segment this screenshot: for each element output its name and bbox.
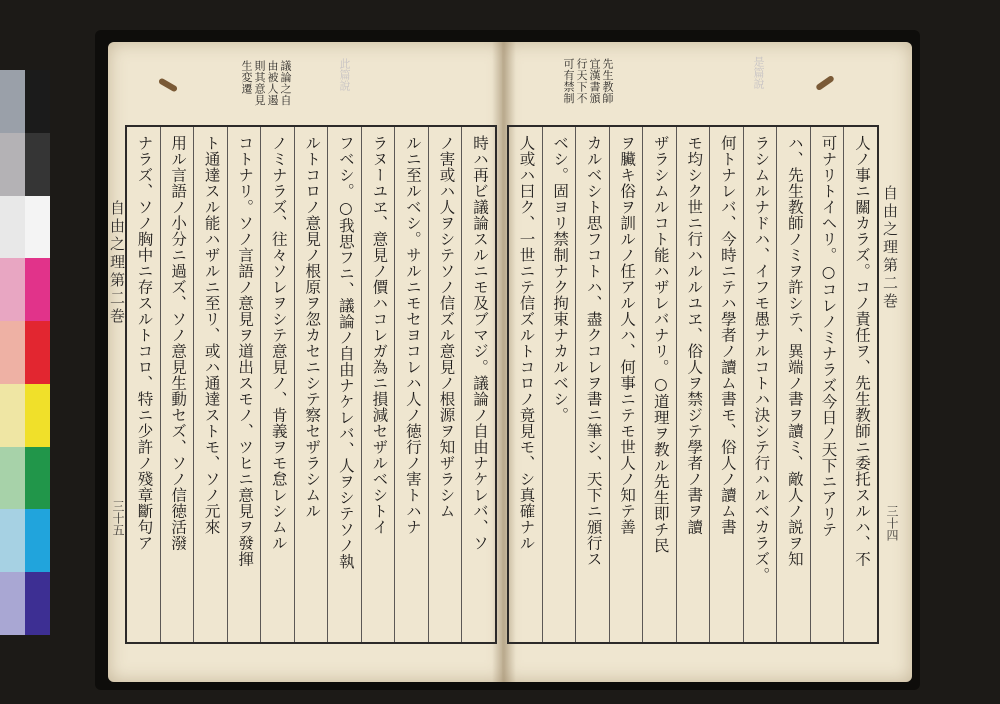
bleed-through-text: 此篇說 [338, 58, 351, 91]
text-column: ザラシムルコト能ハザレバナリ。○道理ヲ教ル先生即チ民 [642, 127, 676, 642]
left-page-number: 三十五 [111, 500, 125, 536]
left-text-frame [125, 125, 497, 644]
text-column: ベシ。固ヨリ禁制ナク拘束ナカルベシ。 [542, 127, 576, 642]
right-page-number: 三十四 [885, 505, 899, 541]
color-calibration-card [0, 70, 50, 635]
text-column: 何トナレバ、今時ニテハ學者ノ讀ム書モ、俗人ノ讀ム書 [709, 127, 743, 642]
text-column: ヲ臟キ俗ヲ訓ルノ任アル人ハ、何事ニテモ世人ノ知テ善 [609, 127, 643, 642]
text-column: ト通達スル能ハザルニ至リ、或ハ通達ストモ、ソノ元來 [193, 127, 227, 642]
text-column: フベシ。○我思フニ、議論ノ自由ナケレバ、人ヲシテソノ執 [327, 127, 361, 642]
text-column: コトナリ。ソノ言語ノ意見ヲ道出スモノ、ツヒニ意見ヲ發揮 [227, 127, 261, 642]
right-page-margin-title: 自由之理第二巻 [881, 185, 899, 311]
text-column: ルトコロノ意見ノ根原ヲ忽カセニシテ察セザラシムル [294, 127, 328, 642]
text-column: ルニ至ルベシ。サルニモセヨコレハ人ノ徳行ノ害トハナ [394, 127, 428, 642]
text-column: ノ害或ハ人ヲシテソノ信ズル意見ノ根源ヲ知ザラシム [428, 127, 462, 642]
text-column: 人或ハ曰ク、一世ニテ信ズルトコロノ竟見モ、シ真確ナル [517, 135, 536, 551]
text-column: ラシムルナドハ、イフモ愚ナルコトハ決シテ行ハルベカラズ。 [743, 127, 777, 642]
bleed-through-text: 是篇說 [752, 56, 765, 89]
headnote-right: 先生教師 宜漢書頒 行天下不 可有禁制 [562, 58, 614, 104]
text-column: 可ナリトイヘリ。○コレノミナラズ今日ノ天下ニアリテ [810, 127, 844, 642]
text-column: 人ノ事ニ關カラズ。コノ責任ヲ、先生教師ニ委托スルハ、不 [843, 127, 877, 642]
headnote-left: 議論之自 由被人遏 則其意見 生変遷 [240, 60, 292, 106]
text-column: ハ、先生教師ノミヲ許シテ、異端ノ書ヲ讀ミ、敵人ノ説ヲ知 [776, 127, 810, 642]
text-column: ノミナラズ、往々ソレヲシテ意見ノ、肯義ヲモ怠レシムル [260, 127, 294, 642]
left-page-margin-title: 自由之理第二巻 [108, 200, 126, 326]
text-column: ナラズ、ソノ胸中ニ存スルトコロ、特ニ少許ノ殘章斷句ア [135, 135, 154, 551]
right-text-frame [507, 125, 879, 644]
text-column: ラヌーユヱ、意見ノ價ハコレガ為ニ損減セザルベシトイ [361, 127, 395, 642]
text-column: モ均シク世ニ行ハルルユヱ、俗人ヲ禁ジテ學者ノ書ヲ讀 [676, 127, 710, 642]
text-column: カルベシト思フコトハ、盡クコレヲ書ニ筆シ、天下ニ頒行ス [575, 127, 609, 642]
text-column: 時ハ再ビ議論スルニモ及ブマジ。議論ノ自由ナケレバ、ソ [461, 127, 495, 642]
text-column: 用ル言語ノ小分ニ過ズ、ソノ意見生動セズ、ソノ信徳活潑 [160, 127, 194, 642]
